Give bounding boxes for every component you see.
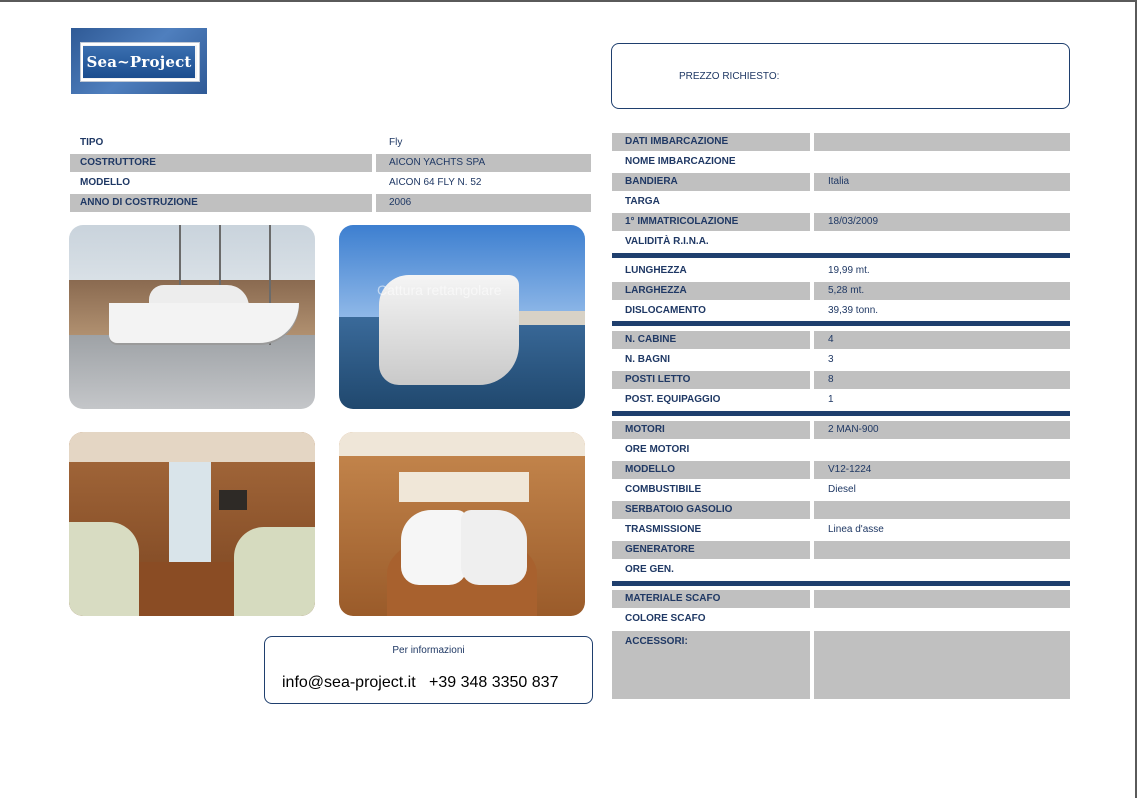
sea-project-logo	[71, 28, 207, 94]
spec-label: MOTORI	[612, 421, 810, 439]
contact-email-link[interactable]: info@sea-project.it	[282, 674, 416, 691]
spec-value	[814, 501, 1070, 519]
spec-label: MODELLO	[612, 461, 810, 479]
spec-value	[814, 193, 1070, 211]
contact-box	[264, 636, 593, 704]
logo-badge	[80, 42, 200, 82]
spec-label: DISLOCAMENTO	[625, 305, 706, 316]
spec-value	[814, 133, 1070, 151]
spec-value	[814, 441, 1070, 459]
page-top-border	[0, 0, 1137, 2]
spec-value: 8	[814, 371, 1070, 389]
section-divider	[612, 321, 1070, 326]
section-divider	[612, 581, 1070, 586]
spec-label: LARGHEZZA	[612, 282, 810, 300]
spec-value: Italia	[814, 173, 1070, 191]
yacht-exterior-marina-photo	[69, 225, 315, 409]
spec-value: 1	[828, 394, 834, 405]
accessories-label: ACCESSORI:	[612, 631, 810, 699]
general-value: 2006	[376, 194, 591, 212]
spec-value: 39,39 tonn.	[828, 305, 879, 316]
spec-value: Diesel	[828, 484, 856, 495]
general-value: AICON 64 FLY N. 52	[389, 177, 482, 188]
section-divider	[612, 253, 1070, 258]
spec-label: POST. EQUIPAGGIO	[625, 394, 721, 405]
spec-label: BANDIERA	[612, 173, 810, 191]
price-box	[611, 43, 1070, 109]
spec-label: COLORE SCAFO	[625, 613, 706, 624]
spec-value: 2 MAN-900	[814, 421, 1070, 439]
spec-value	[814, 561, 1070, 579]
contact-title: Per informazioni	[392, 645, 465, 656]
spec-value: 4	[814, 331, 1070, 349]
general-label: ANNO DI COSTRUZIONE	[70, 194, 372, 212]
spec-value: V12-1224	[814, 461, 1070, 479]
spec-label: MATERIALE SCAFO	[612, 590, 810, 608]
yacht-cabin-bed-photo	[339, 432, 585, 616]
price-label: PREZZO RICHIESTO:	[679, 71, 780, 82]
contact-phone: +39 348 3350 837	[429, 674, 559, 691]
spec-value: 19,99 mt.	[828, 265, 870, 276]
spec-value	[814, 153, 1070, 171]
accessories-value	[814, 631, 1070, 699]
yacht-stern-harbor-photo	[339, 225, 585, 409]
logo-text: Sea~Project	[83, 46, 195, 78]
spec-label: TRASMISSIONE	[625, 524, 702, 535]
spec-label: N. BAGNI	[625, 354, 670, 365]
spec-value: 5,28 mt.	[814, 282, 1070, 300]
general-value: AICON YACHTS SPA	[376, 154, 591, 172]
yacht-salon-interior-photo	[69, 432, 315, 616]
spec-value: Linea d'asse	[828, 524, 884, 535]
general-value: Fly	[389, 137, 403, 148]
photo-watermark: Cattura rettangolare	[377, 282, 502, 298]
general-label: TIPO	[80, 137, 104, 148]
spec-value	[814, 610, 1070, 628]
spec-label: GENERATORE	[612, 541, 810, 559]
spec-value: 3	[828, 354, 834, 365]
spec-label: VALIDITÀ R.I.N.A.	[625, 236, 709, 247]
spec-label: POSTI LETTO	[612, 371, 810, 389]
spec-value	[814, 541, 1070, 559]
spec-label: COMBUSTIBILE	[625, 484, 702, 495]
spec-label: 1° IMMATRICOLAZIONE	[612, 213, 810, 231]
general-label: COSTRUTTORE	[70, 154, 372, 172]
spec-value: 18/03/2009	[814, 213, 1070, 231]
section-divider	[612, 411, 1070, 416]
spec-label: TARGA	[625, 196, 660, 207]
spec-label: DATI IMBARCAZIONE	[612, 133, 810, 151]
spec-label: NOME IMBARCAZIONE	[625, 156, 736, 167]
general-label: MODELLO	[80, 177, 130, 188]
spec-label: ORE GEN.	[625, 564, 674, 575]
spec-label: LUNGHEZZA	[625, 265, 687, 276]
spec-label: N. CABINE	[612, 331, 810, 349]
spec-label: ORE MOTORI	[625, 444, 690, 455]
spec-value	[814, 233, 1070, 251]
spec-value	[814, 590, 1070, 608]
spec-label: SERBATOIO GASOLIO	[612, 501, 810, 519]
